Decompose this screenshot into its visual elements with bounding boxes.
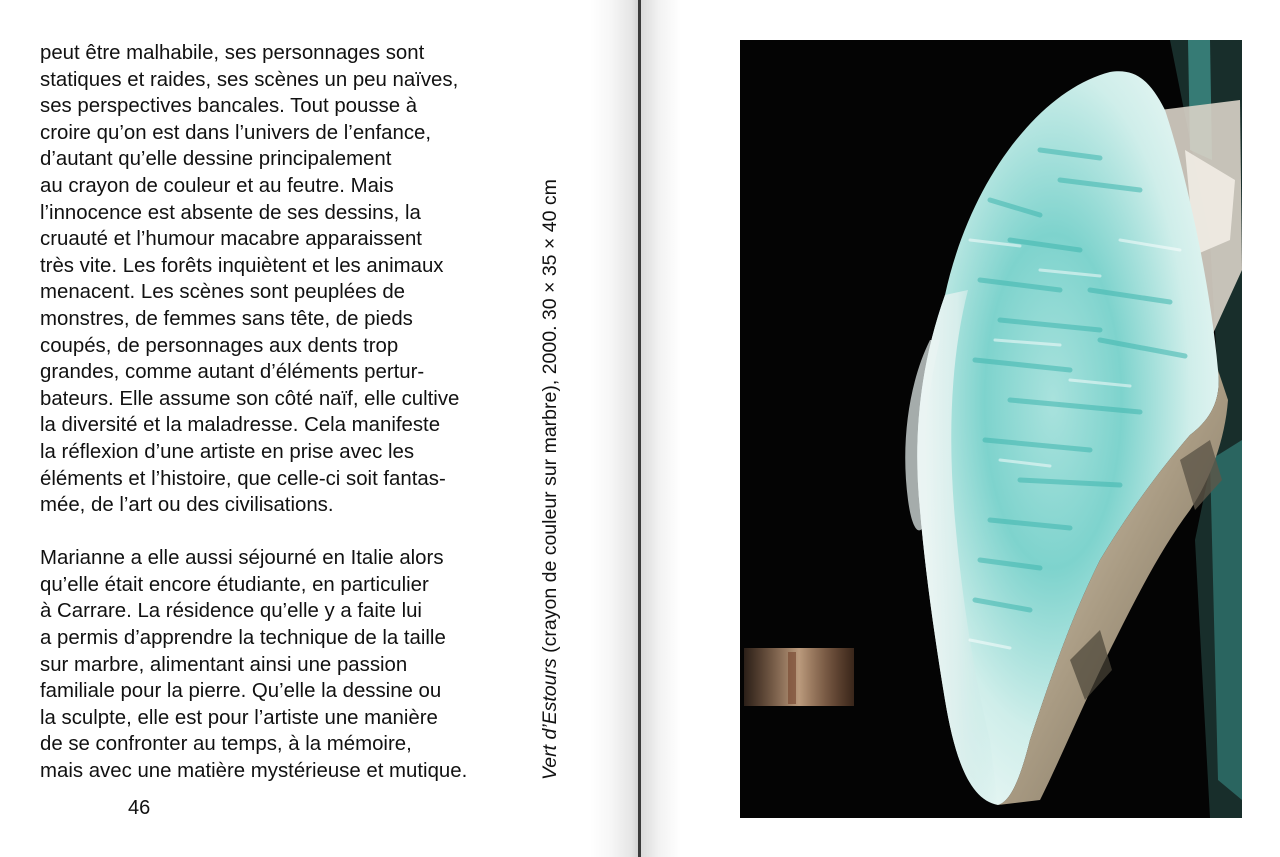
image-caption-area (535, 108, 565, 780)
text-line: menacent. Les scènes sont peuplées de (40, 281, 406, 304)
gutter-shadow-left (590, 0, 639, 857)
text-line: a permis d’apprendre la technique de la taille (40, 627, 446, 650)
text-line: ses perspectives bancales. Tout pousse à (40, 95, 418, 118)
artwork-details: (crayon de couleur sur marbre), 2000. 30 × 35 × 40 cm (539, 179, 561, 659)
text-line: au crayon de couleur et au feutre. Mais (40, 174, 394, 197)
text-line: peut être malhabile, ses personnages sont (40, 42, 425, 64)
text-line: qu’elle était encore étudiante, en particulier (40, 573, 429, 596)
text-line: l’innocence est absente de ses dessins, la (40, 201, 421, 224)
text-line: la sculpte, elle est pour l’artiste une manière (40, 706, 438, 729)
text-line: sur marbre, alimentant ainsi une passion (40, 653, 408, 676)
text-line: monstres, de femmes sans tête, de pieds (40, 307, 413, 330)
text-line: grandes, comme autant d’éléments pertur- (40, 361, 425, 384)
light-reflection-bar (788, 652, 796, 704)
paragraph-1 (40, 40, 510, 519)
paragraph-2 (40, 545, 510, 784)
text-line: Marianne a elle aussi séjourné en Italie alors (40, 547, 444, 570)
gutter-shadow-right (641, 0, 681, 857)
text-line: croire qu’on est dans l’univers de l’enfance, (40, 121, 432, 144)
light-reflection (744, 648, 854, 706)
text-line: cruauté et l’humour macabre apparaissent (40, 228, 422, 251)
text-line: mais avec une matière mystérieuse et mutique. (40, 760, 468, 783)
text-line: très vite. Les forêts inquiètent et les animaux (40, 254, 444, 277)
marble-sculpture-photo (740, 40, 1242, 818)
text-line: la diversité et la maladresse. Cela manifeste (40, 414, 441, 437)
text-line: statiques et raides, ses scènes un peu naïves, (40, 68, 459, 91)
text-line: de se confronter au temps, à la mémoire, (40, 733, 412, 756)
page-number: 46 (128, 797, 151, 819)
text-line: familiale pour la pierre. Qu’elle la dessine ou (40, 680, 442, 703)
text-line: éléments et l’histoire, que celle-ci soit fantas- (40, 467, 446, 490)
paragraph-spacer (40, 519, 510, 546)
body-text (40, 40, 510, 785)
text-line: mée, de l’art ou des civilisations. (40, 494, 334, 517)
text-line: coupés, de personnages aux dents trop (40, 334, 399, 357)
sculpture-illustration (740, 40, 1242, 818)
text-line: la réflexion d’une artiste en prise avec les (40, 440, 415, 463)
artwork-title: Vert d’Estours (539, 658, 561, 780)
image-caption (535, 108, 565, 780)
text-line: à Carrare. La résidence qu’elle y a faite lui (40, 600, 422, 623)
text-line: bateurs. Elle assume son côté naïf, elle cultive (40, 387, 460, 410)
text-line: d’autant qu’elle dessine principalement (40, 148, 392, 171)
